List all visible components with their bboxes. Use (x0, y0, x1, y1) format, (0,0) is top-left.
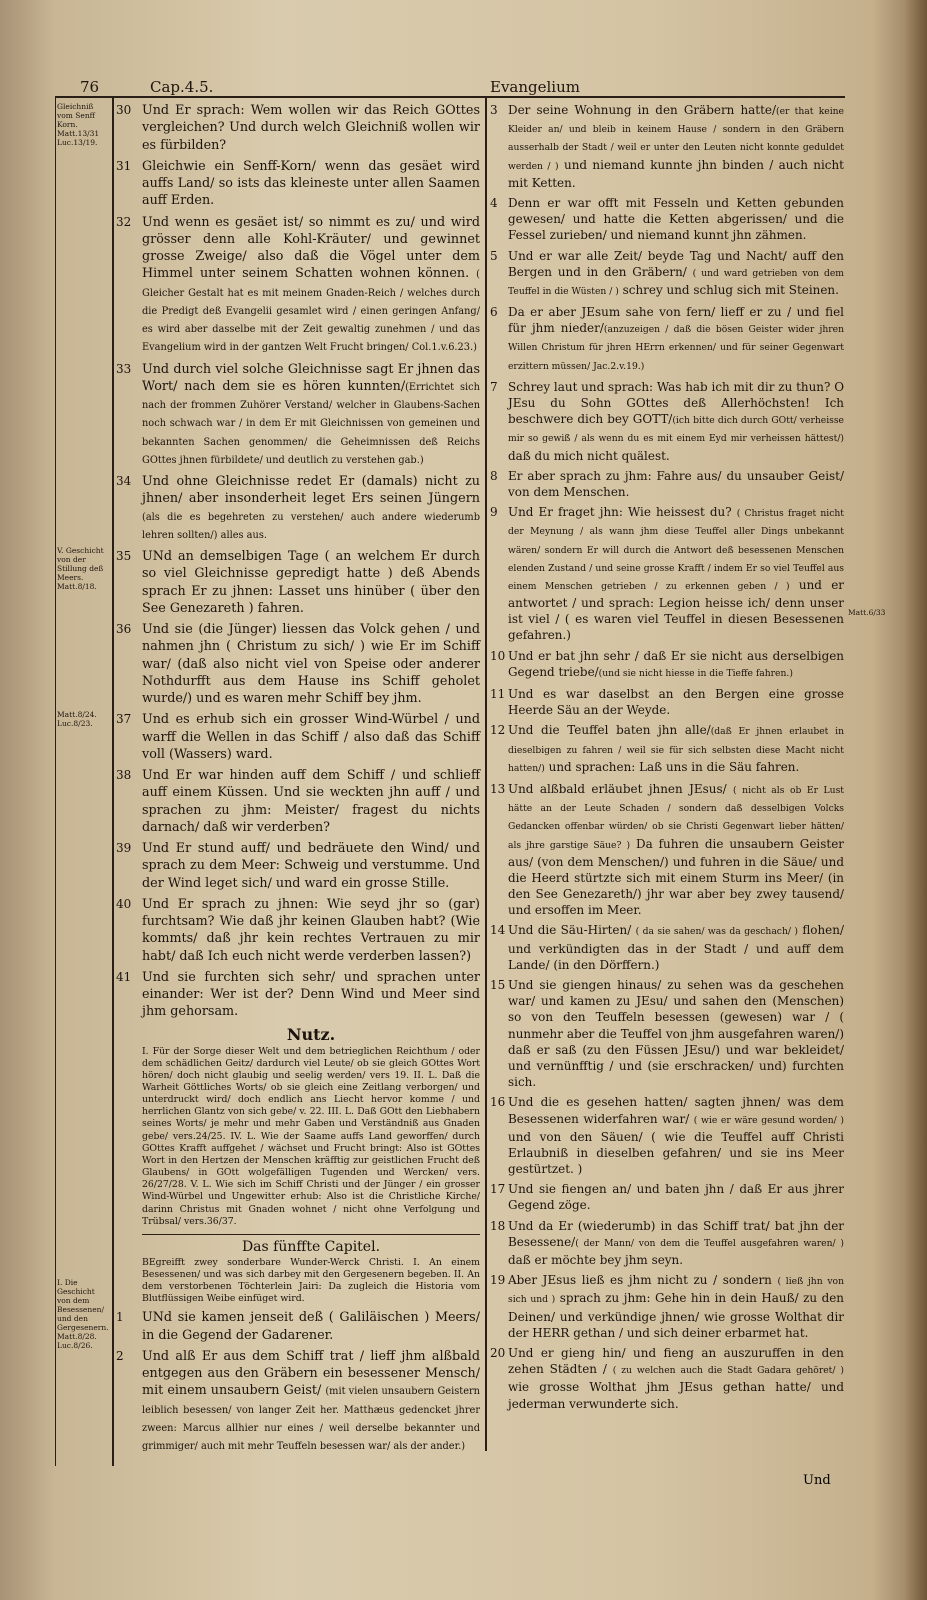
verse: 5 Und er war alle Zeit/ beyde Tag und Nacht/ auff den Bergen und in den Gräbern/ ( und ward getrieben von dem Teuffel in die Wüsten / ) schrey und schlug sich mit Steinen. (490, 248, 844, 297)
verse: 7 Schrey laut und sprach: Was hab ich mit dir zu thun? O JEsu du Sohn GOttes deß Allerhöchsten! Ich beschwere dich bey GOTT/(ich bitte dich durch GOtt/ verheisse mir so gewiß / als wenn du es mit einem Eyd mir verheissen hättest/) daß du mich nicht quälest. (490, 379, 844, 463)
chapter-label: Cap.4.5. (150, 78, 214, 96)
verse: 11 Und es war daselbst an den Bergen eine grosse Heerde Säu an der Weyde. (490, 687, 844, 718)
margin-note: Matt.8/24. Luc.8/23. (57, 710, 97, 728)
margin-note: I. Die Geschicht von dem Besessenen/ und den Gergesenern. Matt.8/28. Luc.8/26. (57, 1278, 109, 1350)
book-gutter (905, 0, 927, 1600)
verse: 10 Und er bat jhn sehr / daß Er sie nicht aus derselbigen Gegend triebe/(und sie nicht hiesse in die Tieffe fahren.) (490, 648, 844, 679)
verse: 41 Und sie furchten sich sehr/ und sprachen unter einander: Wer ist der? Denn Wind und Meer sind jhm gehorsam. (116, 969, 480, 1020)
outer-margin-rule (55, 96, 56, 1466)
verse: 17 Und sie fiengen an/ und baten jhn / daß Er aus jhrer Gegend zöge. (490, 1182, 844, 1213)
catchword: Und (803, 1473, 831, 1488)
margin-note: Gleichniß vom Senff Korn. Matt.13/31 Luc.13/19. (57, 102, 100, 147)
verse: 36 Und sie (die Jünger) liessen das Volck gehen / und nahmen jhn ( Christum zu sich/ ) wie Er im Schiff war/ (daß also nicht viel von Speise oder anderer Nothdurfft aus dem Hause ins Schiff geholet wurde/) und es waren mehr Schiff bey jhm. (116, 622, 480, 706)
verse: 40 Und Er sprach zu jhnen: Wie seyd jhr so (gar) furchtsam? Wie daß jhr keinen Glauben habt? (Wie kommts/ daß jhr kein rechtes Vertrauen zu mir habt/ daß Ich euch nicht werde verderben lassen?) (116, 896, 480, 964)
chapter-summary: BEgreifft zwey sonderbare Wunder-Werck Christi. I. An einem Besessenen/ und was sich darbey mit den Gergesenern begeben. II. An dem verstorbenen Töchterlein Jairi: Da zugleich die Historia vom Blutflüssigen Weibe einfüget wird. (142, 1256, 480, 1305)
verse: 34 Und ohne Gleichnisse redet Er (damals) nicht zu jhnen/ aber insonderheit leget Ers seinen Jüngern (als die es begehreten zu verstehen/ auch andere wiederumb lehren sollten/) alles aus. (116, 474, 480, 541)
verse: 3 Der seine Wohnung in den Gräbern hatte/(er that keine Kleider an/ und bleib in keinem Hause / sondern in den Gräbern ausserhalb der Stadt / weil er unter den Leuten nicht konnte geduldet werden / ) und niemand kunnte jhn binden / auch nicht mit Ketten. (490, 103, 844, 190)
verse: 18 Und da Er (wiederumb) in das Schiff trat/ bat jhn der Besessene/( der Mann/ von dem die Teuffel ausgefahren waren/ ) daß er möchte bey jhm seyn. (490, 1218, 844, 1267)
verse: 39 Und Er stund auff/ und bedräuete den Wind/ und sprach zu dem Meer: Schweig und verstumme. Und der Wind leget sich/ und ward ein grosse Stille. (116, 841, 480, 891)
header-rule (55, 96, 845, 98)
verse: 9 Und Er fraget jhn: Wie heissest du? ( Christus fraget nicht der Meynung / als wann jhm diese Teuffel aller Dings unbekannt wären/ sondern Er will durch die Antwort deß besessenen Menschen elenden Zustand / und seine grosse Krafft / indem Er so viel Teuffel aus einem Menschen getrieben / zu erkennen geben / ) und er antwortet / und sprach: Legion heisse ich/ denn unser ist viel / ( es waren viel Teuffel in diesen Besessenen gefahren.) (490, 505, 844, 643)
verse: 4 Denn er war offt mit Fesseln und Ketten gebunden gewesen/ und hatte die Ketten abgerissen/ und die Fessel zurieben/ und niemand kunnt jhn zähmen. (490, 195, 844, 243)
verse: 15 Und sie giengen hinaus/ zu sehen was da geschehen war/ und kamen zu JEsu/ und sahen den (Menschen) so von den Teuffeln besessen (gewesen) war / ( nunmehr aber die Teuffel von jhm ausgefahren waren/) daß er saß (zu den Füssen JEsu/) und war bekleidet/ und vernünfftig / und (sie erschracken/ und) furchten sich. (490, 978, 844, 1090)
verse: 16 Und die es gesehen hatten/ sagten jhnen/ was dem Besessenen widerfahren war/ ( wie er wäre gesund worden/ ) und von den Säuen/ ( wie die Teuffel auff Christi Erlaubniß in dieselben gefahren/ und sie ins Meer gestürtzet. ) (490, 1095, 844, 1177)
verse: 37 Und es erhub sich ein grosser Wind-Würbel / und warff die Wellen in das Schiff / also daß das Schiff voll (Wassers) ward. (116, 712, 480, 762)
verse: 20 Und er gieng hin/ und fieng an auszuruffen in den zehen Städten / ( zu welchen auch die Stadt Gadara gehöret/ ) wie grosse Wolthat jhm JEsus gethan hatte/ und jederman verwunderte sich. (490, 1345, 844, 1411)
left-column (116, 102, 480, 1459)
verse: 35 UNd an demselbigen Tage ( an welchem Er durch so viel Gleichnisse gepredigt hatte ) deß Abends sprach Er zu jhnen: Lasset uns hinüber ( über den See Genezareth ) fahren. (116, 549, 480, 616)
nutz-heading: Nutz. (286, 1024, 336, 1044)
verse: 32 Und wenn es gesäet ist/ so nimmt es zu/ und wird grösser denn alle Kohl-Kräuter/ und gewinnet grosse Zweige/ also daß die Vögel unter dem Himmel unter seinem Schatten wohnen können. ( Gleicher Gestalt hat es mit meinem Gnaden-Reich / welches durch die Predigt deß Evangelii gesamlet wird / einen geringen Anfang/ es wird aber dasselbe mit der Zeit gewaltig zunehmen / und das Evangelium wird in der gantzen Welt Frucht bringen/ Col.1.v.6.23.) (116, 214, 480, 354)
verse: 31 Gleichwie ein Senff-Korn/ wenn das gesäet wird auffs Land/ so ists das kleineste unter allen Saamen auff Erden. (116, 158, 480, 209)
margin-note: V. Geschicht von der Stillung deß Meers. Matt.8/18. (57, 546, 104, 591)
verse: 30 Und Er sprach: Wem wollen wir das Reich GOttes vergleichen? Und durch welch Gleichniß wollen wir es fürbilden? (116, 103, 480, 153)
margin-note: Matt.6/33 (848, 608, 886, 617)
nutz-text: I. Für der Sorge dieser Welt und dem betrieglichen Reichthum / oder dem schädlichen Geitz/ dardurch viel Leute/ ob sie gleich GOttes Wort hören/ doch nicht glaubig und seelig werden/ vers 19. II. L. Daß die Warheit Göttliches Worts/ ob sie gleich eine Zeitlang verborgen/ und unterdruckt wird/ doch endlich ans Liecht hervor komme / und herrlichen Glantz von sich gebe/ v. 22. III. L. Daß GOtt den Liebhabern seines Worts/ je mehr und mehr Gaben und Verständniß aus Gnaden gebe/ vers.24/25. IV. L. Wie der Saame auffs Land geworffen/ durch GOttes Krafft auffgehet / wächset und Frucht bringt: Also ist GOttes Wort in den Hertzen der Menschen kräfftig zur geistlichen Frucht deß Glaubens/ in GOtt wolgefälligen Tugenden und Wercken/ vers. 26/27/28. V. L. Wie sich im Schiff Christi und der Jünger / ein grosser Wind-Würbel und Ungewitter erhub: Also ist die Christliche Kirche/ darinn Christus mit Gnaden wohnet / nicht ohne Verfolgung und Trübsal/ vers.36/37. (142, 1045, 480, 1227)
left-margin-rule (112, 96, 114, 1466)
page-number: 76 (80, 78, 100, 96)
verse: 12 Und die Teuffel baten jhn alle/(daß Er jhnen erlaubet in dieselbigen zu fahren / weil sie für sich selbsten diese Macht nicht hatten/) und sprachen: Laß uns in die Säu fahren. (490, 723, 844, 774)
verse: 19 Aber JEsus ließ es jhm nicht zu / sondern ( ließ jhn von sich und ) sprach zu jhm: Gehe hin in dein Hauß/ zu den Deinen/ und verkündige jhnen/ wie grosse Wolthat dir der HERR gethan / und sich deiner erbarmet hat. (490, 1273, 844, 1340)
verse: 13 Und alßbald erläubet jhnen JEsus/ ( nicht als ob Er Lust hätte an der Leute Schaden / sondern daß desselbigen Volcks Gedancken offenbar würden/ ob sie Christi Gegenwart lieber hätten/ als jhre garstige Säue? ) Da fuhren die unsaubern Geister aus/ (von dem Menschen/) und fuhren in die Säue/ und die Heerd stürtzte sich mit einem Sturm ins Meer/ (in den See Genezareth/) jhr war aber bey zwey tausend/ und ersoffen im Meer. (490, 781, 844, 918)
verse: 1 UNd sie kamen jenseit deß ( Galiläischen ) Meers/ in die Gegend der Gadarener. (116, 1310, 480, 1343)
verse: 38 Und Er war hinden auff dem Schiff / und schlieff auff einem Küssen. Und sie weckten jhn auff / und sprachen zu jhm: Meister/ fragest du nichts darnach/ daß wir verderben? (116, 768, 480, 835)
book-title: Evangelium (490, 78, 580, 96)
verse: 33 Und durch viel solche Gleichnisse sagt Er jhnen das Wort/ nach dem sie es hören kunnten/(Errichtet sich nach der frommen Zuhörer Verstand/ welcher in Glaubens-Sachen noch schwach war / in dem Er mit Gleichnissen von gemeinen und bekannten Sachen genommen/ die Geheimnissen deß Reichs GOttes jhnen fürbildete/ und deutlich zu verstehen gab.) (116, 361, 480, 466)
right-column (490, 102, 844, 1416)
verse: 14 Und die Säu-Hirten/ ( da sie sahen/ was da geschach/ ) flohen/ und verkündigten das in der Stadt / und auff dem Lande/ (in den Dörffern.) (490, 923, 844, 972)
center-column-rule (485, 96, 487, 1451)
verse: 6 Da er aber JEsum sahe von fern/ lieff er zu / und fiel für jhm nieder/(anzuzeigen / daß die bösen Geister wider jhren Willen Christum für jhren HErrn erkennen/ und für seiner Gegenwart erzittern müssen/ Jac.2.v.19.) (490, 305, 844, 372)
verse: 2 Und alß Er aus dem Schiff trat / lieff jhm alßbald entgegen aus den Gräbern ein besessener Mensch/ mit einem unsaubern Geist/ (mit vielen unsaubern Geistern leiblich besessen/ von langer Zeit her. Matthæus gedencket jhrer zween: Marcus allhier nur eines / weil derselbe bekannter und grimmiger/ auch mit mehr Teuffeln besessen war/ als der ander.) (116, 1348, 480, 1453)
verse: 8 Er aber sprach zu jhm: Fahre aus/ du unsauber Geist/ von dem Menschen. (490, 468, 844, 499)
chapter-heading: Das fünffte Capitel. (142, 1234, 480, 1255)
